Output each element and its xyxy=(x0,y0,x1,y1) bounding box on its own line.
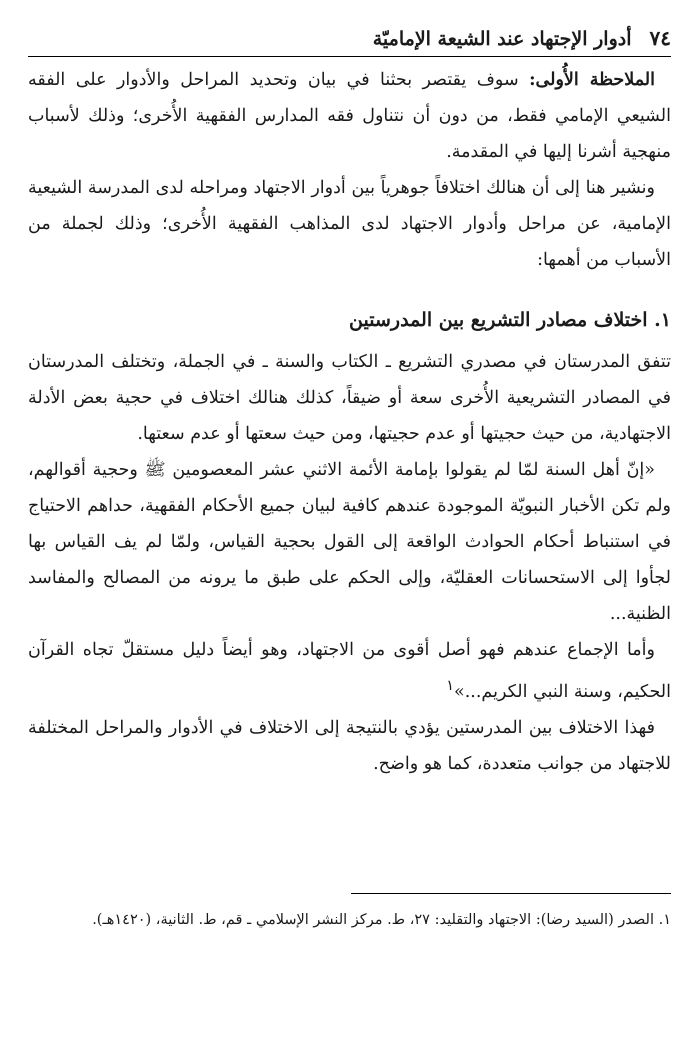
page-number: ٧٤ xyxy=(649,26,671,50)
ijma-text: وأما الإجماع عندهم فهو أصل أقوى من الاجتهاد، وهو أيضاً دليل مستقلّ تجاه القرآن الحكيم، وسنة النبي الكريم...» xyxy=(28,640,671,702)
note-label: الملاحظة الأُولى: xyxy=(529,70,656,90)
paragraph-sources: تتفق المدرستان في مصدري التشريع ـ الكتاب والسنة ـ في الجملة، وتختلف المدرستان في المصادر التشريعية الأُخرى سعة أو ضيقاً، كذلك هنالك اختلاف في حجية بعض الأدلة الاجتهادية، من حيث حجيتها أو عدم حجيتها، ومن حيث سعتها أو عدم سعتها. xyxy=(28,352,671,444)
paragraph-ijma xyxy=(28,632,671,710)
paragraph-note-first xyxy=(28,62,671,170)
paragraph-conclusion: فهذا الاختلاف بين المدرستين يؤدي بالنتيجة إلى الاختلاف في الأدوار والمراحل المختلفة للاجتهاد من جوانب متعددة، كما هو واضح. xyxy=(28,717,671,774)
page-header xyxy=(28,18,671,50)
paragraph-intro: ونشير هنا إلى أن هنالك اختلافاً جوهرياً بين أدوار الاجتهاد ومراحله لدى المدرسة الشيعية الإمامية، عن مراحل وأدوار الاجتهاد لدى المذاهب الفقهية الأُخرى؛ وذلك لجملة من الأسباب من أهمها: xyxy=(28,178,671,270)
note-text: سوف يقتصر بحثنا في بيان وتحديد المراحل والأدوار على الفقه الشيعي الإمامي فقط، من دون أن نتناول فقه المدارس الفقهية الأُخرى؛ وذلك لأسباب منهجية أشرنا إليها في المقدمة. xyxy=(28,70,671,162)
footnote-ref[interactable]: ١ xyxy=(446,677,455,694)
running-title: أدوار الإجتهاد عند الشيعة الإماميّة xyxy=(372,28,632,50)
footnote: ١. الصدر (السيد رضا): الاجتهاد والتقليد: ٢٧، ط. مركز النشر الإسلامي ـ قم، ط. الثانية، (١٤٢٠هـ). xyxy=(92,912,671,928)
section-heading: ١. اختلاف مصادر التشريع بين المدرستين xyxy=(349,309,671,331)
footnote-rule xyxy=(351,893,671,894)
header-rule xyxy=(28,56,671,57)
body-text xyxy=(28,62,671,782)
paragraph-quote: «إنّ أهل السنة لمّا لم يقولوا بإمامة الأئمة الاثني عشر المعصومين ﷺ وحجية أقوالهم، ولم تكن الأخبار النبويّة الموجودة عندهم كافية لبيان جميع الأحكام الفقهية، حداهم الاحتياج في استنباط أحكام الحوادث الواقعة إلى القول بحجية القياس، ولمّا لم يف القياس بها لجأوا إلى الاستحسانات العقليّة، وإلى الحكم على طبق ما يرونه من المصالح والمفاسد الظنية... xyxy=(28,460,671,624)
